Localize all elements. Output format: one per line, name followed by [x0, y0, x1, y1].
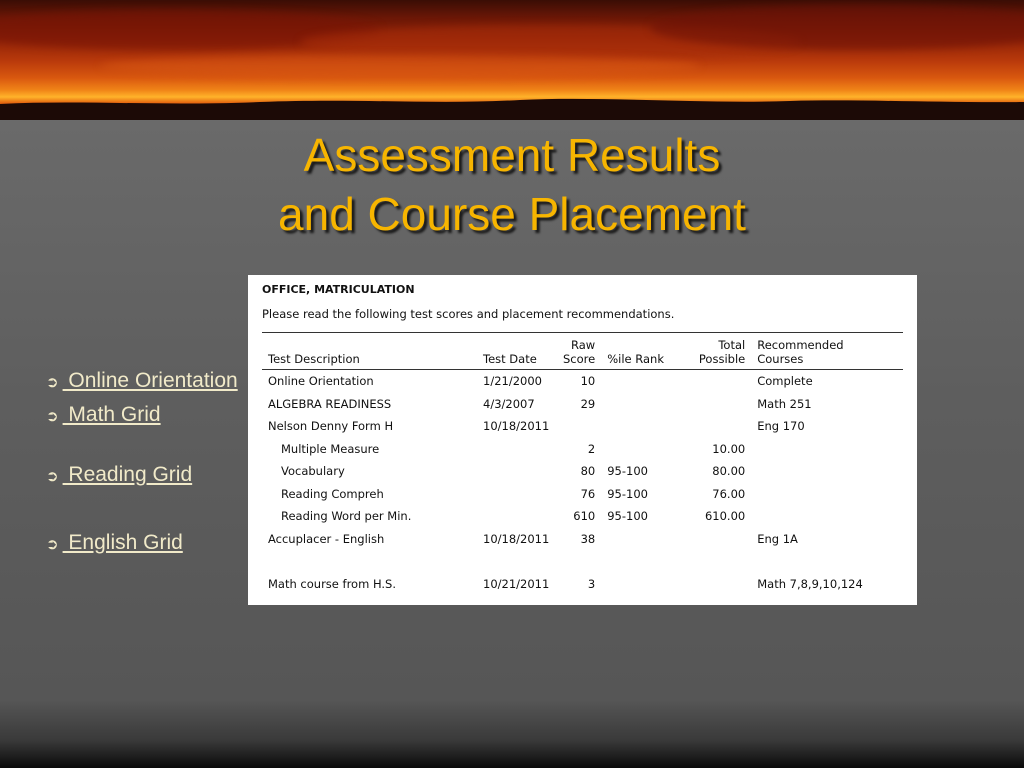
cell-total — [677, 528, 751, 551]
table-row — [262, 573, 903, 596]
cell-rec: Complete — [757, 374, 813, 389]
cell-rank: 95-100 — [607, 464, 648, 479]
cell-total: 76.00 — [712, 486, 746, 501]
arrow-bullet-icon: ➲ — [46, 374, 59, 391]
cell-rank — [601, 528, 677, 551]
cell-rec: Math 7,8,9,10,124 — [757, 576, 863, 591]
cell-raw: 38 — [580, 531, 596, 546]
cell-desc: Nelson Denny Form H — [268, 419, 394, 434]
table-header-row — [262, 333, 903, 370]
cell-desc: Math course from H.S. — [268, 576, 396, 591]
cell-desc: Reading Word per Min. — [281, 509, 412, 524]
cell-rank — [601, 573, 677, 596]
table-row — [262, 393, 903, 416]
cell-date — [477, 505, 557, 528]
header-raw-score: Raw Score — [557, 333, 601, 370]
cell-desc: Reading Compreh — [281, 486, 384, 501]
cell-raw: 80 — [580, 464, 596, 479]
arrow-bullet-icon: ➲ — [46, 468, 59, 485]
results-panel — [248, 275, 917, 605]
cell-desc: ALGEBRA READINESS — [268, 396, 392, 411]
cell-rec — [751, 483, 903, 506]
arrow-bullet-icon: ➲ — [46, 408, 59, 425]
header-percentile-rank: %ile Rank — [601, 333, 677, 370]
link-item-reading-grid — [46, 463, 192, 487]
online-orientation-link[interactable]: Online Orientation — [62, 369, 238, 392]
header-recommended-courses: Recommended Courses — [751, 333, 903, 370]
table-row — [262, 438, 903, 461]
link-item-english-grid — [46, 531, 183, 555]
cell-rec: Eng 1A — [757, 531, 798, 546]
cell-date: 10/18/2011 — [483, 531, 550, 546]
cell-desc: Accuplacer - English — [268, 531, 385, 546]
cell-date: 4/3/2007 — [483, 396, 535, 411]
table-row — [262, 483, 903, 506]
cell-date: 10/18/2011 — [483, 419, 550, 434]
cell-total: 10.00 — [712, 441, 746, 456]
cell-raw: 10 — [580, 374, 596, 389]
cell-date — [477, 438, 557, 461]
arrow-bullet-icon: ➲ — [46, 536, 59, 553]
cell-total: 610.00 — [704, 509, 746, 524]
cell-total — [677, 370, 751, 393]
cell-rec — [751, 438, 903, 461]
cell-rec — [751, 460, 903, 483]
reading-grid-link[interactable]: Reading Grid — [62, 463, 193, 486]
cell-desc: Vocabulary — [281, 464, 345, 479]
cell-raw — [557, 415, 601, 438]
link-item-online-orientation — [46, 369, 238, 393]
english-grid-link[interactable]: English Grid — [62, 531, 183, 554]
cell-desc: Online Orientation — [268, 374, 374, 389]
table-row — [262, 505, 903, 528]
cell-rank — [601, 370, 677, 393]
title-line-1: Assessment Results — [303, 129, 721, 181]
cell-rec: Math 251 — [757, 396, 812, 411]
cell-rank — [601, 415, 677, 438]
cell-date: 1/21/2000 — [483, 374, 542, 389]
cell-raw: 29 — [580, 396, 596, 411]
cell-rank: 95-100 — [607, 509, 648, 524]
cell-rank — [601, 438, 677, 461]
cell-total — [677, 415, 751, 438]
table-row — [262, 460, 903, 483]
cell-date: 10/21/2011 — [483, 576, 550, 591]
math-grid-link[interactable]: Math Grid — [62, 403, 161, 426]
instruction-text: Please read the following test scores and placement recommendations. — [262, 307, 675, 321]
blank-spacer-cell — [262, 550, 903, 573]
cell-raw: 76 — [580, 486, 596, 501]
office-label: OFFICE, MATRICULATION — [262, 283, 415, 296]
link-item-math-grid — [46, 403, 161, 427]
cell-date — [477, 483, 557, 506]
cell-raw: 610 — [573, 509, 596, 524]
table-row — [262, 550, 903, 573]
cell-date — [477, 460, 557, 483]
table-row — [262, 528, 903, 551]
title-line-2: and Course Placement — [278, 188, 746, 240]
cell-total — [677, 573, 751, 596]
sunset-banner-image — [0, 0, 1024, 120]
cell-rec: Eng 170 — [757, 419, 805, 434]
table-row — [262, 415, 903, 438]
cell-total — [677, 393, 751, 416]
results-table — [262, 332, 903, 595]
header-total-possible: Total Possible — [677, 333, 751, 370]
header-test-description: Test Description — [262, 333, 477, 370]
table-row — [262, 370, 903, 393]
cell-raw: 2 — [587, 441, 596, 456]
page-title — [0, 126, 1024, 244]
header-test-date: Test Date — [477, 333, 557, 370]
cell-desc: Multiple Measure — [281, 441, 380, 456]
cell-rank — [601, 393, 677, 416]
cell-raw: 3 — [587, 576, 596, 591]
cell-rank: 95-100 — [607, 486, 648, 501]
cell-rec — [751, 505, 903, 528]
cell-total: 80.00 — [712, 464, 746, 479]
